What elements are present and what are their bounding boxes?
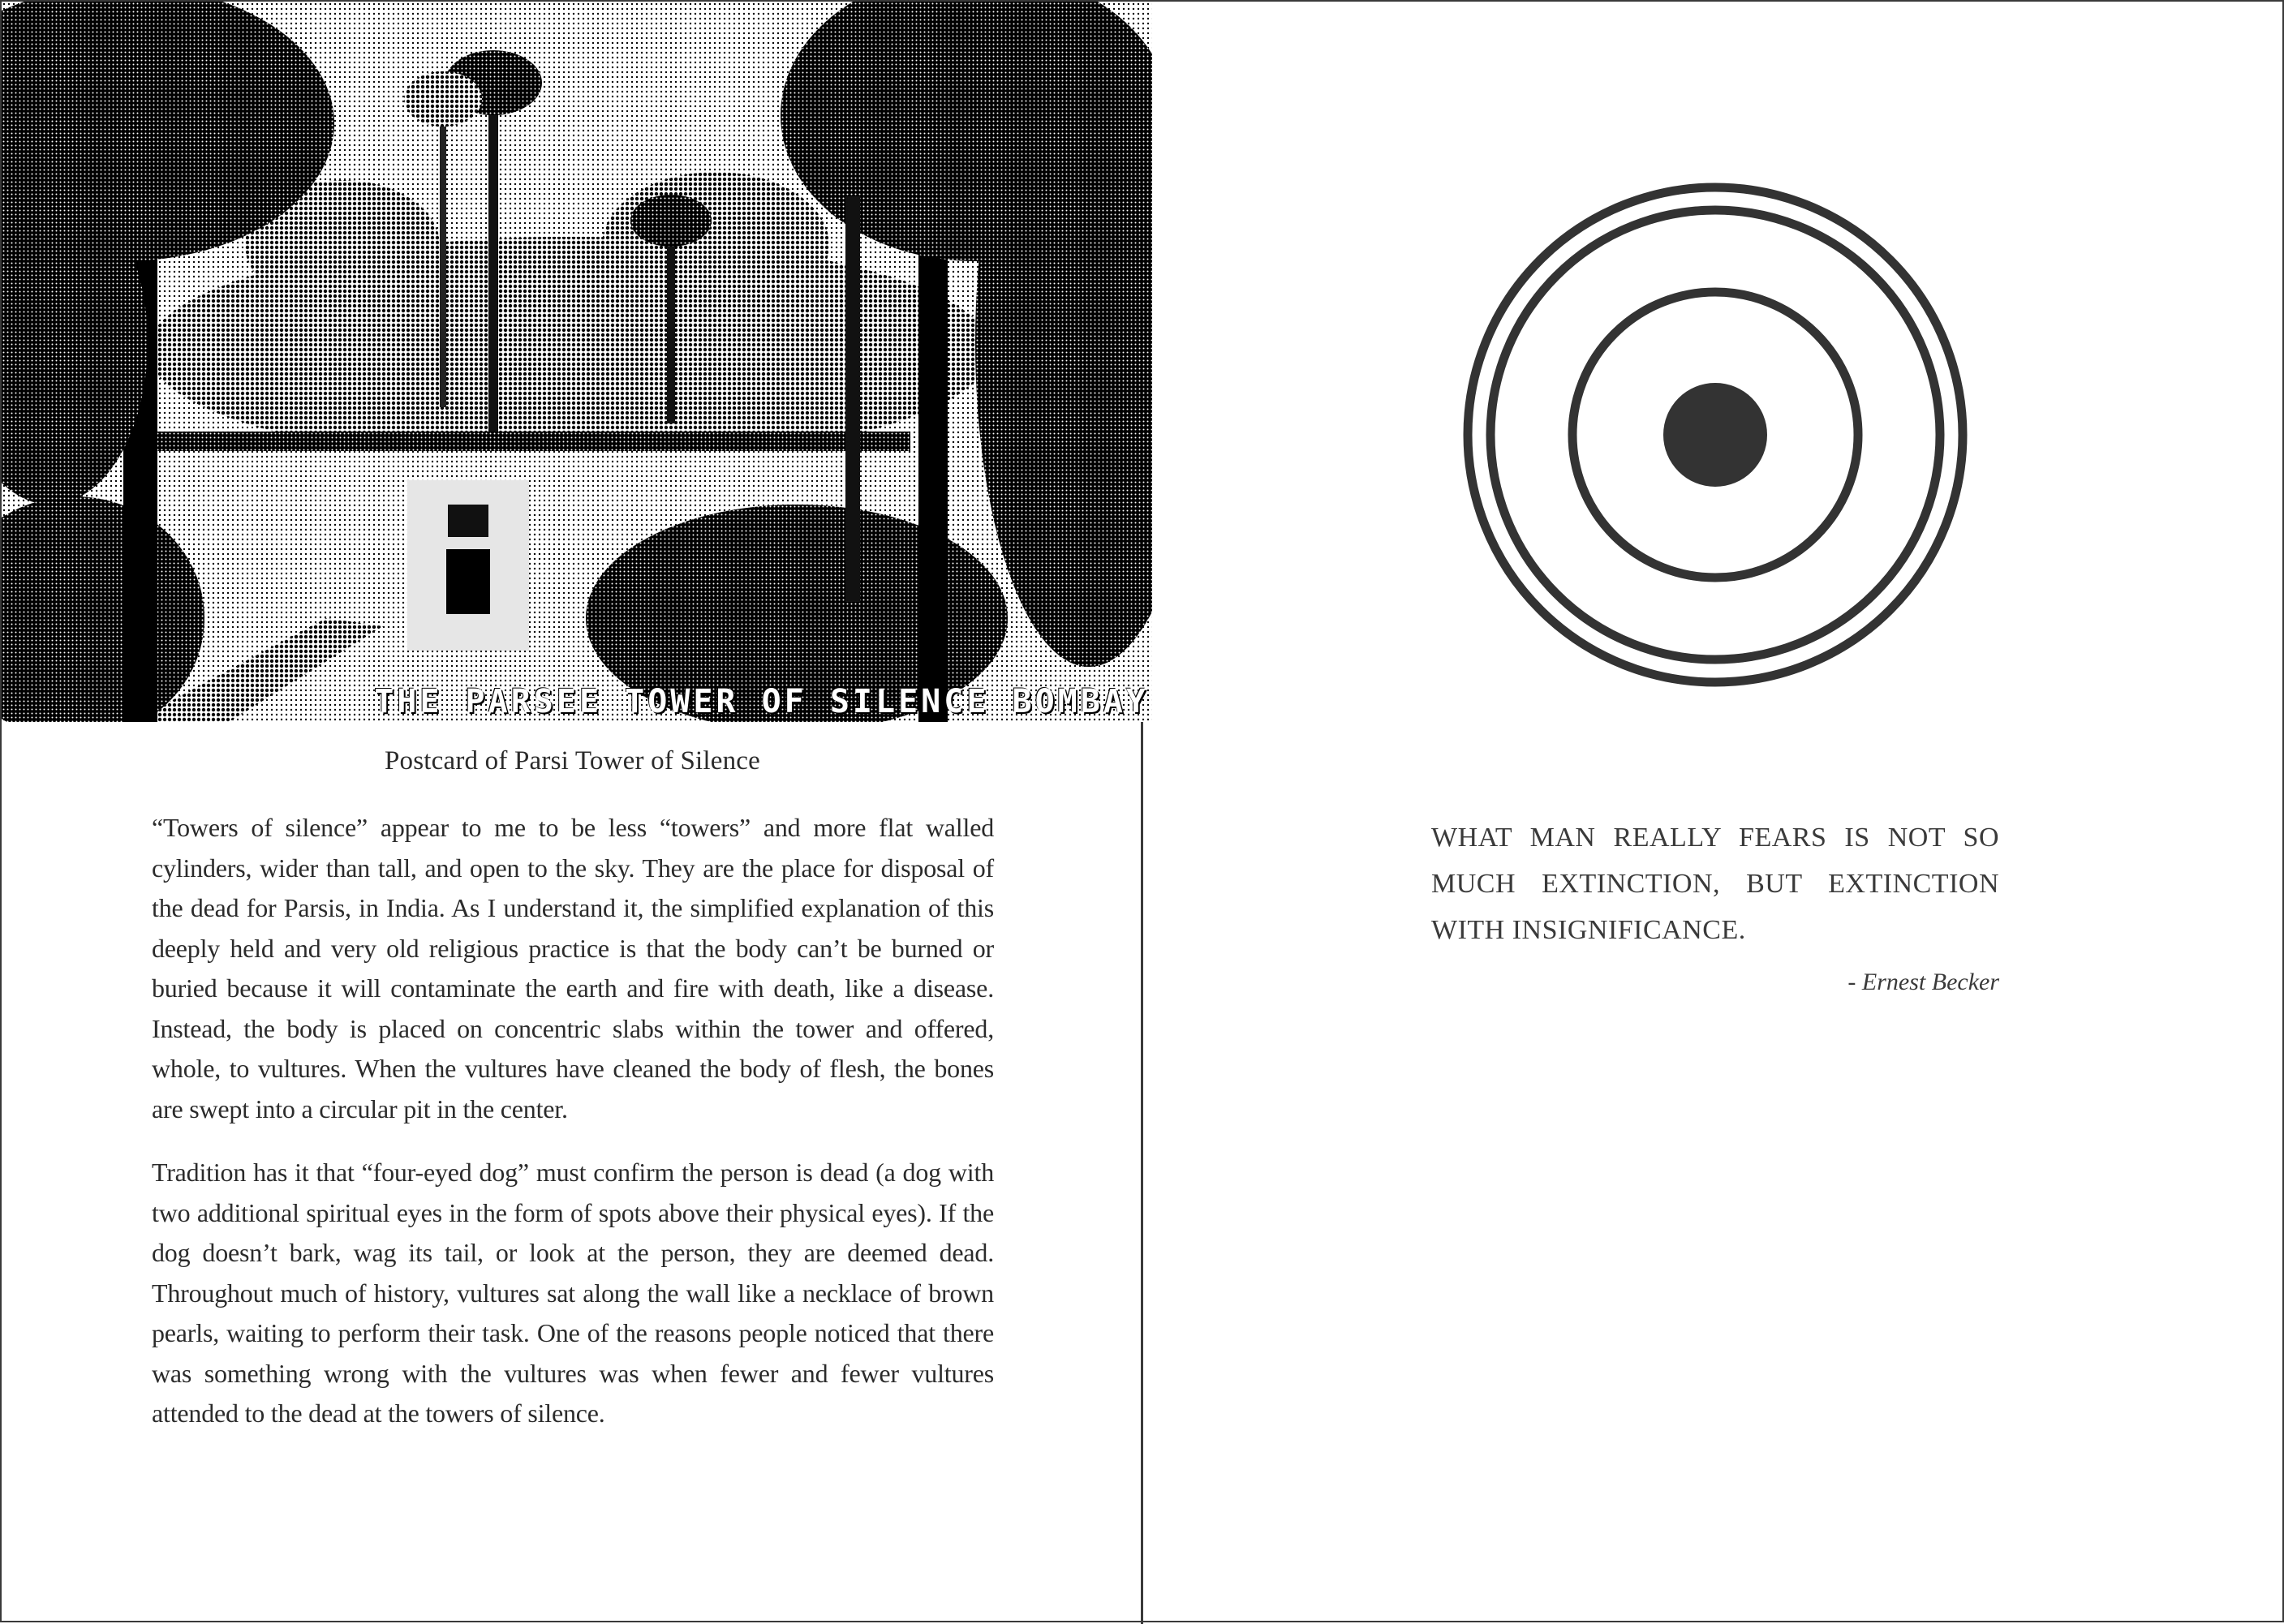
body-paragraph: “Towers of silence” appear to me to be less “towers” and more flat walled cylinders, wider than tall, and open to the sky. They are the place for disposal of the dead for Parsis, in India. As I understand it, the simplified explanation of this deeply held and very old religious practice is that the body can’t be burned or buried because it will contaminate the earth and fire with death, like a disease. Instead, the body is placed on concentric slabs within the tower and offered, whole, to vultures. When the vultures have cleaned the body of flesh, the bones are swept into a circular pit in the center. — [152, 813, 994, 1123]
postcard-inscription: THE PARSEE TOWER OF SILENCE BOMBAY — [374, 683, 1149, 720]
center-dot — [1663, 383, 1767, 487]
body-paragraph: Tradition has it that “four-eyed dog” must confirm the person is dead (a dog with two additional spiritual eyes in the form of spots above their physical eyes). If the dog doesn’t bark, wag its tail, or look at the person, they are deemed dead. Throughout much of history, vultures sat along the wall like a necklace of brown pearls, waiting to perform their task. One of the reasons people noticed that there was something wrong with the vultures was when fewer and fewer vultures attended to the dead at the towers of silence. — [152, 1158, 994, 1428]
postcard-image — [2, 2, 1152, 722]
left-page — [2, 2, 1149, 1624]
image-caption: Postcard of Parsi Tower of Silence — [384, 746, 761, 775]
quote-attribution: - Ernest Becker — [1847, 969, 1999, 995]
postcard-photo — [2, 2, 1152, 722]
concentric-circles-icon — [1462, 182, 1968, 688]
quote-text: WHAT MAN REALLY FEARS IS NOT SO MUCH EXTINCTION, BUT EXTINCTION WITH INSIGNIFICANCE. — [1431, 823, 1999, 945]
